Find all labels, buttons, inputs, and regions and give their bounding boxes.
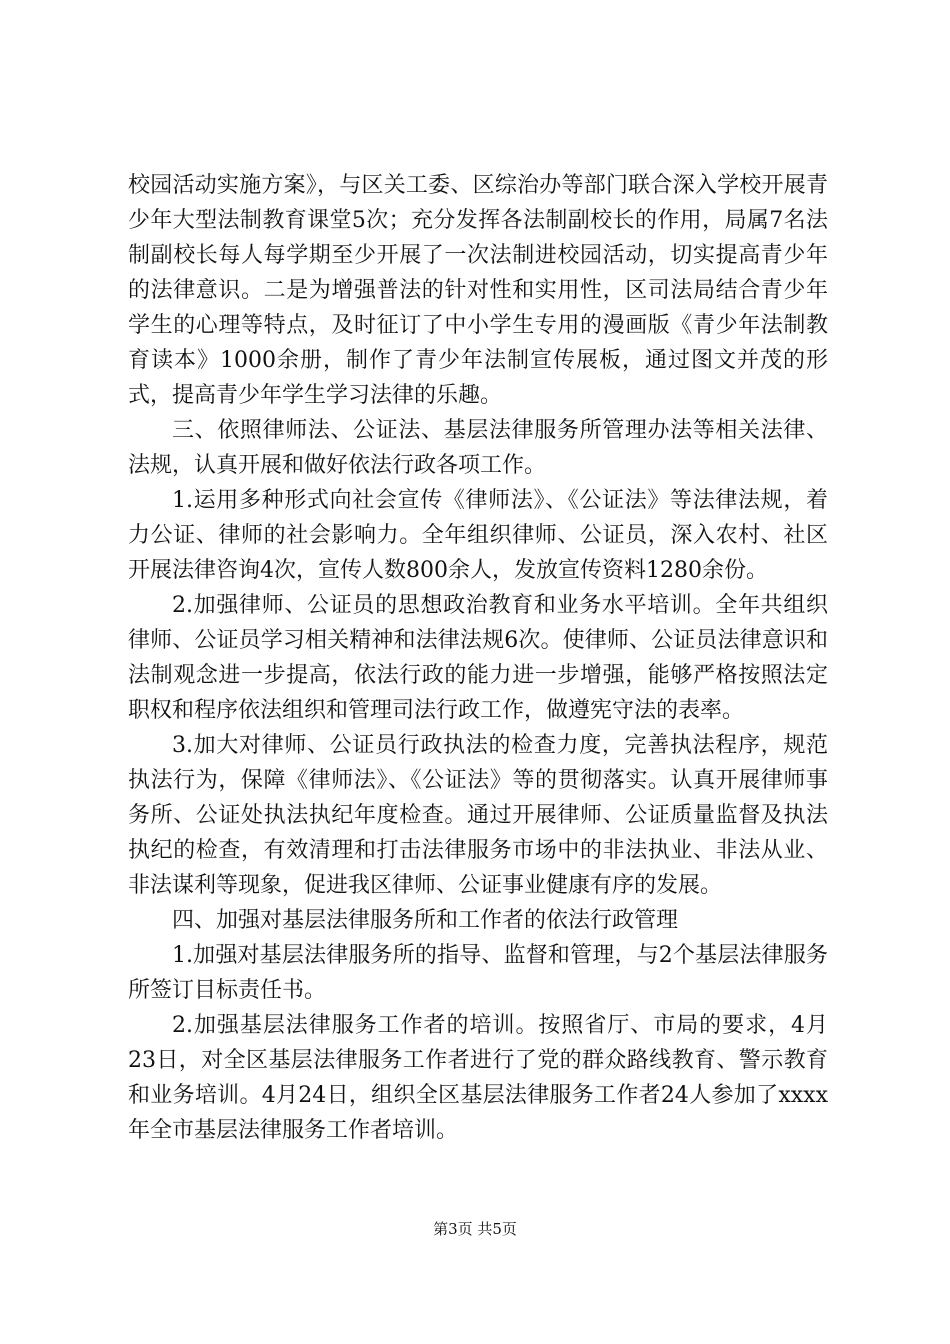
- document-body: [128, 168, 828, 1148]
- section-heading-four: 四、加强对基层法律服务所和工作者的依法行政管理: [172, 908, 679, 933]
- paragraph: 校园活动实施方案》，与区关工委、区综治办等部门联合深入学校开展青少年大型法制教育课堂5次；充分发挥各法制副校长的作用，局属7名法制副校长每人每学期至少开展了一次法制进校园活动，切实提高青少年的法律意识。二是为增强普法的针对性和实用性，区司法局结合青少年学生的心理等特点，及时征订了中小学生专用的漫画版《青少年法制教育读本》1000余册，制作了青少年法制宣传展板，通过图文并茂的形式，提高青少年学生学习法律的乐趣。: [128, 173, 828, 408]
- paragraph: 1.运用多种形式向社会宣传《律师法》、《公证法》等法律法规，着力公证、律师的社会影响力。全年组织律师、公证员，深入农村、社区开展法律咨询4次，宣传人数800余人，发放宣传资料1280余份。: [128, 488, 828, 583]
- section-heading-three: 三、依照律师法、公证法、基层法律服务所管理办法等相关法律、法规，认真开展和做好依法行政各项工作。: [128, 418, 828, 478]
- page-number-footer: 第3页 共5页: [433, 1220, 517, 1238]
- paragraph: 2.加强律师、公证员的思想政治教育和业务水平培训。全年共组织律师、公证员学习相关精神和法律法规6次。使律师、公证员法律意识和法制观念进一步提高，依法行政的能力进一步增强，能够严格按照法定职权和程序依法组织和管理司法行政工作，做遵宪守法的表率。: [128, 593, 828, 723]
- paragraph: 2.加强基层法律服务工作者的培训。按照省厅、市局的要求，4月23日，对全区基层法律服务工作者进行了党的群众路线教育、警示教育和业务培训。4月24日，组织全区基层法律服务工作者24人参加了xxxx年全市基层法律服务工作者培训。: [128, 1013, 828, 1143]
- paragraph: 3.加大对律师、公证员行政执法的检查力度，完善执法程序，规范执法行为，保障《律师法》、《公证法》等的贯彻落实。认真开展律师事务所、公证处执法执纪年度检查。通过开展律师、公证质量监督及执法执纪的检查，有效清理和打击法律服务市场中的非法执业、非法从业、非法谋利等现象，促进我区律师、公证事业健康有序的发展。: [128, 733, 828, 898]
- paragraph: 1.加强对基层法律服务所的指导、监督和管理，与2个基层法律服务所签订目标责任书。: [128, 943, 828, 1003]
